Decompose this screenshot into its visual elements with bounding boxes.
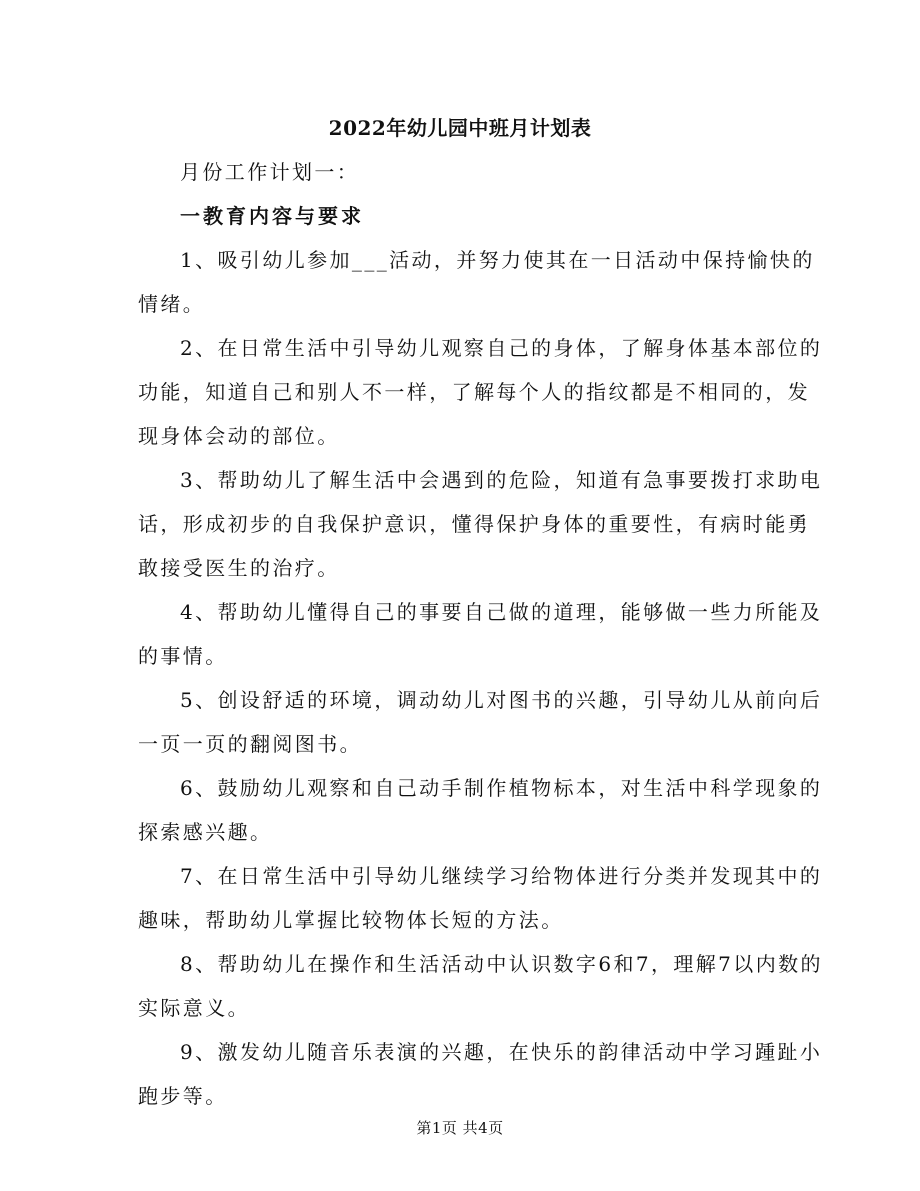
item-9-line-1: 9、激发幼儿随音乐表演的兴趣，在快乐的韵律活动中学习踵趾小 — [180, 1040, 823, 1064]
item-3-line-3: 敢接受医生的治疗。 — [138, 556, 340, 580]
item-8-line-1: 8、帮助幼儿在操作和生活活动中认识数字6和7，理解7以内数的 — [180, 952, 823, 976]
item-4-line-2: 的事情。 — [138, 644, 228, 668]
item-7-line-2: 趣味，帮助幼儿掌握比较物体长短的方法。 — [138, 908, 564, 932]
item-9-line-2: 跑步等。 — [138, 1084, 228, 1108]
item-1-line-2: 情绪。 — [138, 292, 206, 316]
item-1-line-1: 1、吸引幼儿参加___活动，并努力使其在一日活动中保持愉快的 — [180, 248, 815, 272]
item-2-line-3: 现身体会动的部位。 — [138, 424, 340, 448]
item-7-line-1: 7、在日常生活中引导幼儿继续学习给物体进行分类并发现其中的 — [180, 864, 823, 888]
item-6-line-1: 6、鼓励幼儿观察和自己动手制作植物标本，对生活中科学现象的 — [180, 776, 823, 800]
document-title: 2022年幼儿园中班月计划表 — [328, 116, 592, 140]
item-5-line-1: 5、创设舒适的环境，调动幼儿对图书的兴趣，引导幼儿从前向后 — [180, 688, 823, 712]
section-heading: 一教育内容与要求 — [180, 204, 364, 228]
page-number-footer: 第1页 共4页 — [416, 1119, 504, 1137]
item-5-line-2: 一页一页的翻阅图书。 — [138, 732, 362, 756]
item-8-line-2: 实际意义。 — [138, 996, 250, 1020]
item-2-line-1: 2、在日常生活中引导幼儿观察自己的身体，了解身体基本部位的 — [180, 336, 823, 360]
item-2-line-2: 功能，知道自己和别人不一样，了解每个人的指纹都是不相同的，发 — [138, 380, 810, 404]
item-4-line-1: 4、帮助幼儿懂得自己的事要自己做的道理，能够做一些力所能及 — [180, 600, 823, 624]
item-3-line-2: 话，形成初步的自我保护意识，懂得保护身体的重要性，有病时能勇 — [138, 512, 810, 536]
section-intro: 月份工作计划一： — [180, 160, 360, 184]
item-3-line-1: 3、帮助幼儿了解生活中会遇到的危险，知道有急事要拨打求助电 — [180, 468, 823, 492]
item-6-line-2: 探索感兴趣。 — [138, 820, 273, 844]
document-body — [138, 150, 823, 1118]
